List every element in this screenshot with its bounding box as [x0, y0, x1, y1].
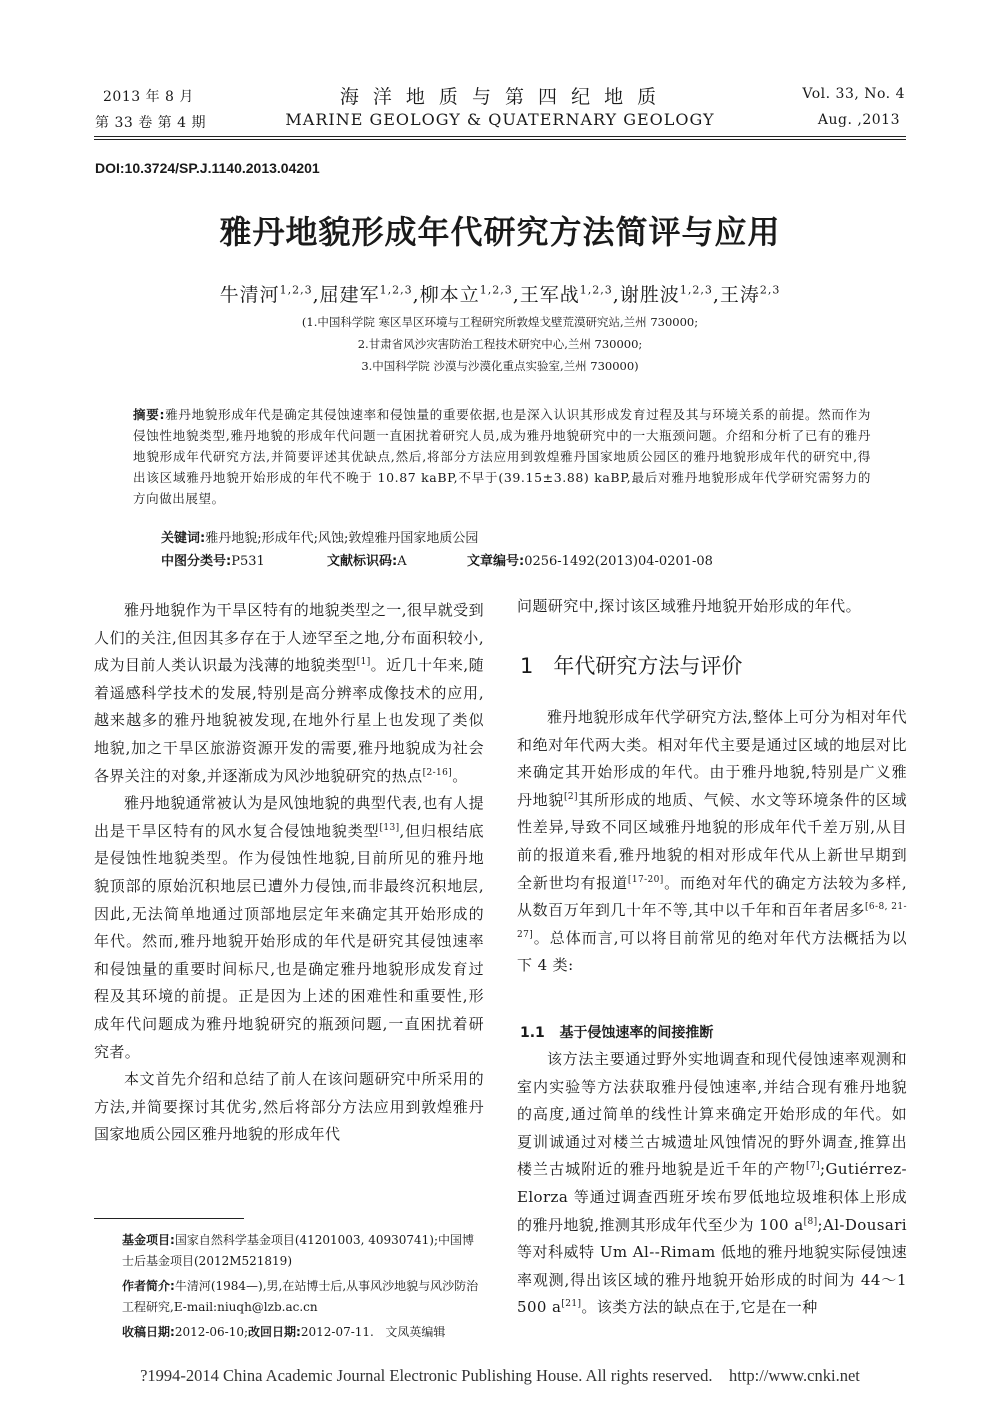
header-rule-bottom: [94, 139, 906, 140]
author-name: 谢胜波: [619, 284, 680, 306]
keywords: [161, 527, 478, 546]
header-volume-issue: 第 33 卷 第 4 期: [95, 115, 206, 131]
text: 本文首先介绍和总结了前人在该问题研究中所采用的方法,并简要探讨其优劣,然后将部分方法应用到敦煌雅丹国家地质公园区雅丹地貌的形成年代: [94, 1070, 484, 1144]
paragraph: [94, 1066, 484, 1149]
citation: [1]: [356, 657, 371, 668]
header-date: 2013 年 8 月: [103, 89, 194, 105]
header-month-en: Aug. ,2013: [817, 112, 900, 128]
footnote-dates: [122, 1322, 502, 1343]
text: 雅丹地貌形成年代学研究方法,整体上可分为相对年代和绝对年代两大类。相对年代主要是通过区域的地层对比来确定其开始形成的年代。由于雅丹地貌,特别是广义雅丹地貌: [517, 708, 907, 809]
author-name: 柳本立: [419, 284, 480, 306]
author-bio-text: 牛清河(1984—),男,在站博士后,从事风沙地貌与风沙防治工程研究,E-mail:niuqh@lzb.ac.cn: [122, 1279, 479, 1314]
text: 其所形成的地质、气候、水文等环境条件的区域性差异,导致不同区域雅丹地貌的形成年代千差万别,从目前的报道来看,雅丹地貌的相对形成年代从上新世早期到全新世均有报道: [517, 790, 908, 892]
text: 。而绝对年代的确定方法较为多样,从数百万年到几十年不等,其中以千年和百年者居多: [517, 873, 907, 920]
section-title: 年代研究方法与评价: [553, 654, 743, 678]
copyright-footer: ?1994-2014 China Academic Journal Electronic Publishing House. All rights reserved. http://www.cnki.net: [140, 1366, 860, 1385]
paragraph: [94, 597, 484, 790]
citation: [2]: [564, 791, 578, 802]
citation: [8]: [803, 1216, 818, 1227]
body-right-column-p1: [517, 704, 907, 980]
author-name: 屈建军: [319, 284, 380, 306]
keywords-text: 雅丹地貌;形成年代;风蚀;敦煌雅丹国家地质公园: [205, 531, 479, 546]
journal-title-cn: 海 洋 地 质 与 第 四 纪 地 质: [339, 86, 661, 108]
text: 该方法主要通过野外实地调查和现代侵蚀速率观测和室内实验等方法获取雅丹侵蚀速率,并结合现有雅丹地貌的高度,通过简单的线性计算来确定开始形成的年代。如夏训诚通过对楼兰古城遗址风蚀情况的野外调查,推算出楼兰古城附近的雅丹地貌是近千年的产物: [517, 1050, 907, 1179]
section-heading-1-1: [520, 1022, 713, 1042]
author-affiliation-marker: 1,2,3: [379, 283, 413, 297]
text: ,但归根结底是侵蚀性地貌类型。作为侵蚀性地貌,目前所见的雅丹地貌顶部的原始沉积地层已遭外力侵蚀,而非最终沉积地层,因此,无法简单地通过顶部地层定年来确定其开始形成的年代。然而,雅丹地貌开始形成的年代是研究其侵蚀速率和侵蚀量的重要时间标尺,也是确定雅丹地貌形成发育过程及其环境的前提。正是因为上述的困难性和重要性,形成年代问题成为雅丹地貌研究的瓶颈问题,一直困扰着研究者。: [94, 821, 485, 1061]
author-bio-label: 作者简介:: [122, 1279, 175, 1293]
revised-label: 改回日期:: [248, 1325, 301, 1339]
subsection-number: 1.1: [520, 1025, 545, 1041]
article-number-label: 文章编号:: [467, 554, 525, 569]
keywords-label: 关键词:: [161, 531, 206, 546]
author-affiliation-marker: 1,2,3: [479, 283, 513, 297]
author-affiliation-marker: 2,3: [759, 283, 781, 297]
author-affiliation-marker: 1,2,3: [579, 283, 613, 297]
footnote-fund: [122, 1230, 484, 1272]
body-right-column-top: [517, 593, 907, 621]
article-title: 雅丹地貌形成年代研究方法简评与应用: [219, 213, 781, 251]
citation: [13]: [379, 822, 400, 833]
paragraph: [517, 1046, 907, 1322]
author-name: 牛清河: [219, 284, 280, 306]
abstract: [133, 404, 871, 509]
affiliation-3: 3.中国科学院 沙漠与沙漠化重点实验室,兰州 730000): [361, 359, 639, 373]
citation: [21]: [561, 1299, 582, 1310]
citation: [7]: [806, 1161, 820, 1172]
journal-title-en: MARINE GEOLOGY & QUATERNARY GEOLOGY: [285, 110, 715, 129]
document-code-label: 文献标识码:: [327, 554, 398, 569]
citation: [17-20]: [627, 874, 664, 885]
fund-text: 国家自然科学基金项目(41201003, 40930741);中国博士后基金项目(2012M521819): [122, 1233, 475, 1268]
text: 。: [452, 766, 468, 785]
document-code-value: A: [397, 554, 407, 569]
section-number: 1: [520, 654, 534, 678]
fund-label: 基金项目:: [122, 1233, 175, 1247]
doi: DOI:10.3724/SP.J.1140.2013.04201: [95, 160, 320, 176]
received-label: 收稿日期:: [122, 1325, 175, 1339]
subsection-title: 基于侵蚀速率的间接推断: [559, 1025, 714, 1041]
text: ;Gutiérrez-Elorza 等通过调查西班牙埃布罗低地垃圾堆积体上形成的雅丹地貌,推测其形成年代至少为 100 a: [517, 1160, 907, 1234]
article-number-value: 0256-1492(2013)04-0201-08: [524, 554, 713, 569]
body-left-column: [94, 597, 484, 1149]
text: 。总体而言,可以将目前常见的绝对年代方法概括为以下 4 类:: [517, 928, 907, 975]
text: 。该类方法的缺点在于,它是在一种: [581, 1298, 818, 1317]
header-volume-en: Vol. 33, No. 4: [802, 86, 905, 102]
citation: [6-8, 21-27]: [517, 902, 907, 940]
paragraph: [94, 790, 484, 1066]
text: 雅丹地貌作为干旱区特有的地貌类型之一,很早就受到人们的关注,但因其多存在于人迹罕至之地,分布面积较小,成为目前人类认识最为浅薄的地貌类型: [94, 601, 484, 675]
text: ;Al-Dousari 等对科威特 Um Al--Rimam 低地的雅丹地貌实际侵蚀速率观测,得出该区域的雅丹地貌开始形成的时间为 44～1 500 a: [517, 1215, 907, 1317]
clc-number: [161, 550, 265, 569]
section-heading-1: [520, 650, 742, 680]
clc-label: 中图分类号:: [161, 554, 232, 569]
received-value: 2012-06-10;: [174, 1325, 249, 1339]
text: 。近几十年来,随着遥感科学技术的发展,特别是高分辨率成像技术的应用,越来越多的雅丹地貌被发现,在地外行星上也发现了类似地貌,加之干旱区旅游资源开发的需要,雅丹地貌成为社会各界关注的对象,并逐渐成为风沙地貌研究的热点: [94, 656, 484, 785]
revised-value: 2012-07-11.: [300, 1325, 374, 1339]
author-affiliation-marker: 1,2,3: [679, 283, 713, 297]
clc-value: P531: [231, 554, 265, 569]
text: 雅丹地貌通常被认为是风蚀地貌的典型代表,也有人提出是干旱区特有的风水复合侵蚀地貌类型: [94, 794, 484, 840]
document-code: [327, 550, 407, 569]
article-number: [467, 550, 713, 569]
paragraph: [517, 704, 907, 980]
header-rule-top: [94, 136, 906, 137]
citation: [2-16]: [422, 767, 453, 778]
paragraph: 问题研究中,探讨该区域雅丹地貌开始形成的年代。: [517, 597, 861, 615]
affiliation-2: 2.甘肃省风沙灾害防治工程技术研究中心,兰州 730000;: [357, 337, 643, 351]
body-right-column-p2: [517, 1046, 907, 1322]
abstract-text: 雅丹地貌形成年代是确定其侵蚀速率和侵蚀量的重要依据,也是深入认识其形成发育过程及其与环境关系的前提。然而作为侵蚀性地貌类型,雅丹地貌的形成年代问题一直困扰着研究人员,成为雅丹地貌研究中的一大瓶颈问题。介绍和分析了已有的雅丹地貌形成年代研究方法,并简要评述其优缺点,然后,将部分方法应用到敦煌雅丹国家地质公园区的雅丹地貌形成年代的研究中,得出该区域雅丹地貌开始形成的年代不晚于 10.87 kaBP,不早于(39.15±3.88) kaBP,最后对雅丹地貌形成年代学研究需努力的方向做出展望。: [133, 407, 871, 506]
abstract-label: 摘要:: [133, 407, 166, 422]
affiliation-1: (1.中国科学院 寒区旱区环境与工程研究所敦煌戈壁荒漠研究站,兰州 730000;: [301, 315, 699, 329]
author-affiliation-marker: 1,2,3: [279, 283, 313, 297]
footnote-author: [122, 1276, 484, 1318]
author-name: 王军战: [519, 284, 580, 306]
footnote-rule: [94, 1218, 244, 1219]
author-list: 牛清河$^{1,2,3}$,屈建军$^{1,2,3}$,柳本立$^{1,2,3}$,王军战$^{1,2,3}$,谢胜波$^{1,2,3}$,王涛$^{2,3}$: [219, 283, 781, 306]
author-name: 王涛: [719, 284, 760, 306]
editor-note: 文凤英编辑: [385, 1325, 446, 1339]
